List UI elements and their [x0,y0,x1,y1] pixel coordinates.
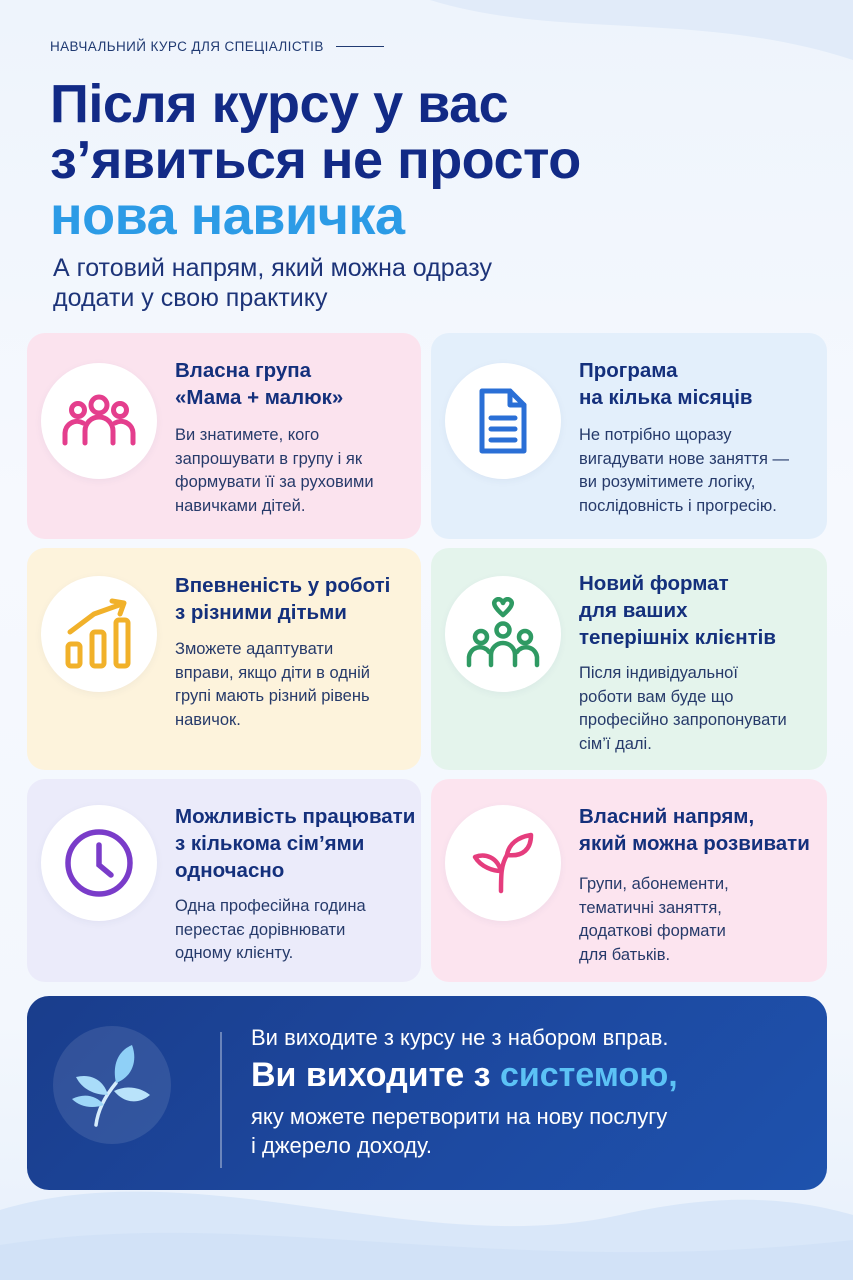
eyebrow-label: НАВЧАЛЬНИЙ КУРС ДЛЯ СПЕЦІАЛІСТІВ [50,39,384,54]
banner-divider [220,1032,222,1168]
card-title: Програма на кілька місяців [579,359,753,409]
card-title: Впевненість у роботі з різними дітьми [175,574,391,624]
eyebrow-line [336,46,384,48]
card-multiple-families [27,779,421,982]
card-text: Одна професійна година перестає дорівнювати одному клієнту. [175,897,366,962]
summary-banner [27,996,827,1190]
card-icon-circle [41,576,157,692]
banner-highlight: системою, [499,1056,678,1094]
card-title: Можливість працювати з кількома сім’ями одночасно [175,805,416,882]
banner-line-2-prefix: Ви виходите з [251,1056,500,1094]
card-icon-circle [445,363,561,479]
people-group-icon [59,391,139,451]
card-program-months [431,333,827,539]
card-icon-circle [41,363,157,479]
clock-icon [63,827,135,899]
leaf-branch-icon [66,1039,158,1131]
subtitle [53,253,653,313]
family-heart-icon [462,597,544,671]
title-highlight: нова навичка [50,186,405,246]
page-title [50,76,810,244]
card-icon-circle [445,805,561,921]
title-line-1: Після курсу у вас [50,74,509,134]
card-title: Власна група «Мама + малюк» [175,359,344,409]
growth-chart-icon [64,598,134,670]
card-own-direction [431,779,827,982]
card-text: Зможете адаптувати вправи, якщо діти в одній групі мають різний рівень навичок. [175,640,370,729]
card-text: Ви знатимете, кого запрошувати в групу і як формувати її за руховими навичками дітей. [175,426,374,515]
card-icon-circle [445,576,561,692]
card-title: Новий формат для ваших теперішніх клієнтів [579,572,776,649]
card-mom-baby-group [27,333,421,539]
subtitle-line-1: А готовий напрям, який можна одразу [53,254,492,282]
card-text: Не потрібно щоразу вигадувати нове заняття — ви розумітимете логіку, послідовність і прогресію. [579,426,789,515]
card-icon-circle [41,805,157,921]
card-text: Після індивідуальної роботи вам буде що професійно запропонувати сім’ї далі. [579,664,787,753]
banner-icon-circle [53,1026,171,1144]
card-title: Власний напрям, який можна розвивати [579,805,810,855]
banner-line-2 [251,1056,678,1095]
banner-line-3: яку можете перетворити на нову послугу і джерело доходу. [251,1104,668,1158]
subtitle-line-2: додати у свою практику [53,284,328,312]
card-confidence [27,548,421,770]
title-line-2: з’явиться не просто [50,130,581,190]
document-icon [476,387,530,455]
banner-line-1: Ви виходите з курсу не з набором вправ. [251,1025,669,1050]
card-text: Групи, абонементи, тематичні заняття, додаткові формати для батьків. [579,875,729,964]
sprout-icon [471,831,535,895]
card-new-format [431,548,827,770]
